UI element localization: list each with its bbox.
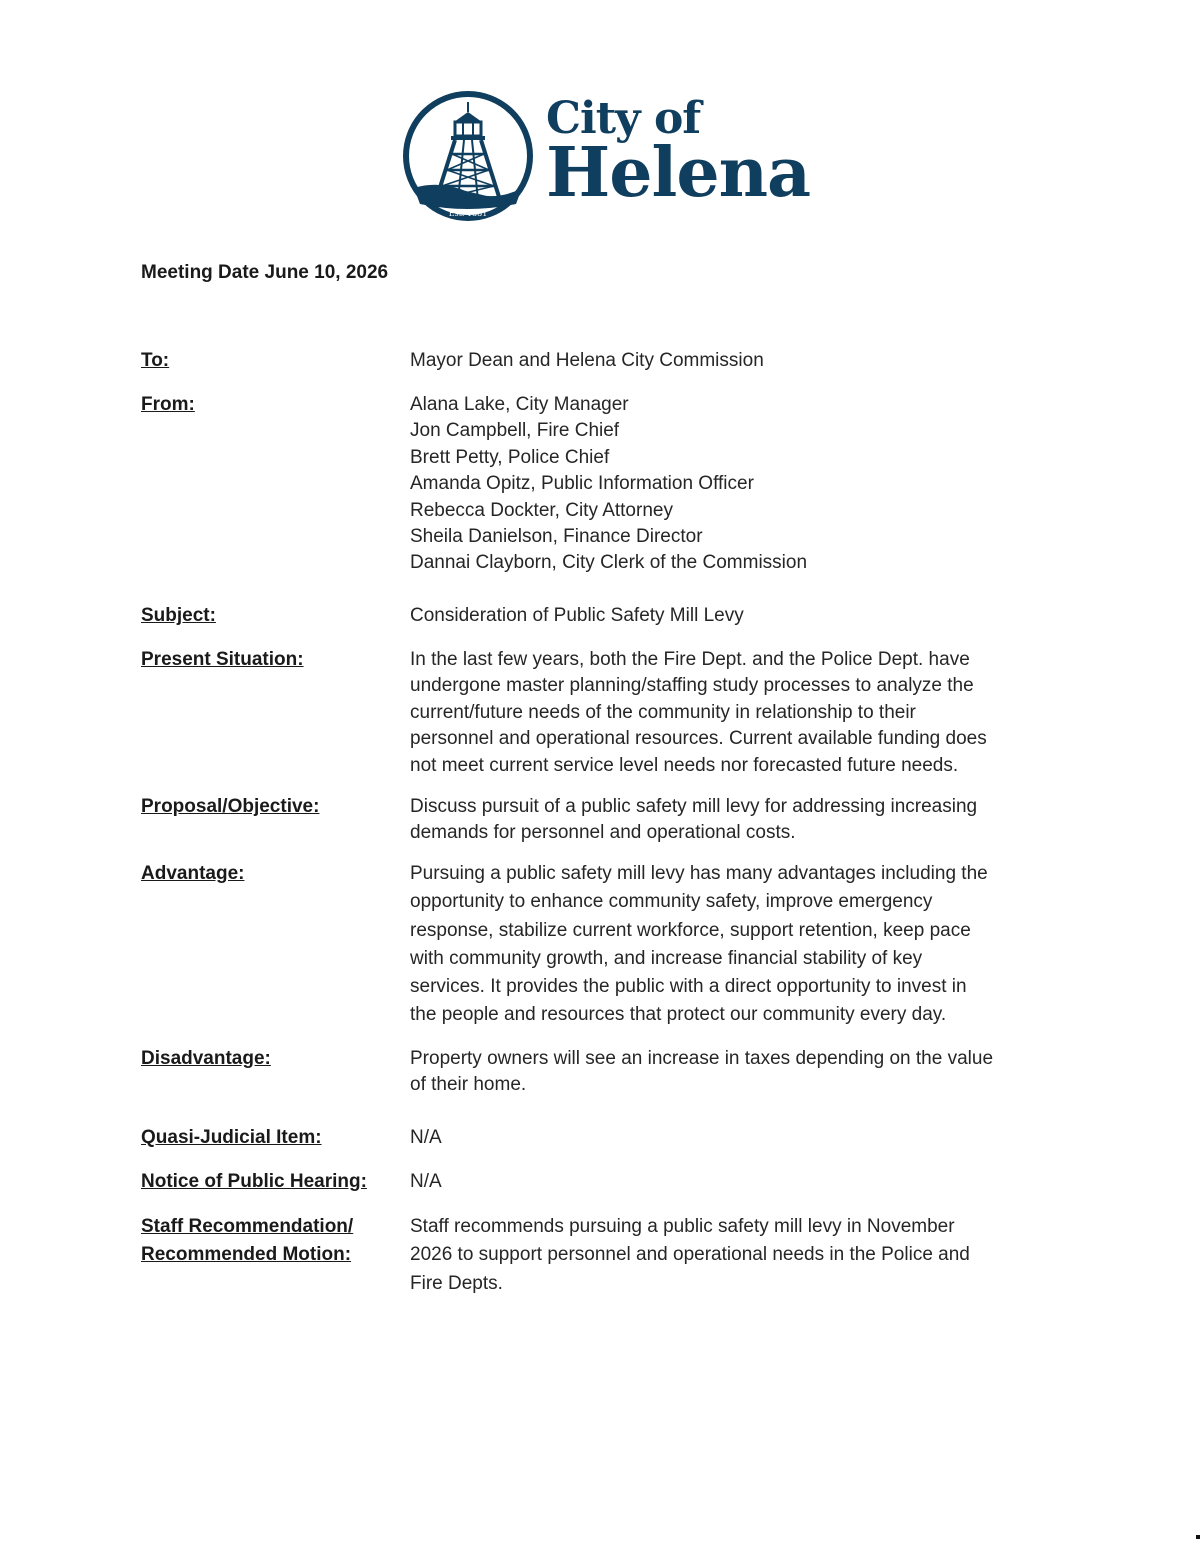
from-line: Amanda Opitz, Public Information Officer	[410, 473, 754, 495]
advantage-line: opportunity to enhance community safety, improve emergency	[410, 891, 933, 913]
fire-tower-seal-icon	[400, 88, 536, 224]
staff-recommendation-line: Staff recommends pursuing a public safety mill levy in November	[410, 1216, 955, 1237]
from-line: Sheila Danielson, Finance Director	[410, 526, 703, 548]
staff-recommendation-label-line: Recommended Motion:	[141, 1244, 352, 1265]
quasi-judicial-value: N/A	[410, 1127, 442, 1148]
present-situation-line: not meet current service level needs nor forecasted future needs.	[410, 754, 959, 776]
staff-recommendation-label-line: Staff Recommendation/	[141, 1216, 354, 1237]
from-label: From:	[141, 394, 195, 415]
present-situation-line: personnel and operational resources. Current available funding does	[410, 728, 987, 750]
subject-value: Consideration of Public Safety Mill Levy	[410, 605, 744, 626]
to-label: To:	[141, 350, 170, 371]
proposal-value	[410, 794, 1060, 847]
disadvantage-label: Disadvantage:	[141, 1048, 271, 1069]
logo-helena: Helena	[546, 133, 811, 213]
logo-wordmark	[546, 93, 811, 213]
proposal-line: demands for personnel and operational costs.	[410, 822, 796, 844]
from-line: Alana Lake, City Manager	[410, 394, 629, 415]
staff-recommendation-value	[410, 1213, 1060, 1298]
proposal-label: Proposal/Objective:	[141, 796, 320, 817]
svg-text:Est. 1881: Est. 1881	[448, 209, 488, 218]
present-situation-value	[410, 647, 1060, 779]
subject-label: Subject:	[141, 605, 216, 626]
from-line: Rebecca Dockter, City Attorney	[410, 499, 673, 521]
page-edge-mark	[1196, 1535, 1200, 1539]
present-situation-label: Present Situation:	[141, 649, 304, 670]
from-value	[410, 392, 1060, 577]
from-line: Brett Petty, Police Chief	[410, 446, 610, 468]
disadvantage-line: Property owners will see an increase in taxes depending on the value	[410, 1048, 994, 1069]
advantage-line: response, stabilize current workforce, support retention, keep pace	[410, 919, 971, 941]
to-value: Mayor Dean and Helena City Commission	[410, 350, 764, 371]
staff-recommendation-line: 2026 to support personnel and operational needs in the Police and	[410, 1244, 970, 1266]
disadvantage-line: of their home.	[410, 1074, 527, 1096]
city-logo	[400, 88, 820, 228]
logo-city-of: City of	[546, 93, 701, 144]
public-hearing-label: Notice of Public Hearing:	[141, 1171, 367, 1192]
staff-recommendation-label	[141, 1213, 403, 1269]
disadvantage-value	[410, 1046, 1060, 1099]
advantage-value	[410, 860, 1060, 1030]
advantage-line: services. It provides the public with a direct opportunity to invest in	[410, 976, 967, 998]
meeting-date: Meeting Date June 10, 2026	[141, 262, 389, 283]
public-hearing-value: N/A	[410, 1171, 442, 1192]
advantage-line: the people and resources that protect our community every day.	[410, 1004, 947, 1026]
advantage-line: with community growth, and increase financial stability of key	[410, 947, 923, 969]
proposal-line: Discuss pursuit of a public safety mill levy for addressing increasing	[410, 796, 978, 817]
present-situation-line: current/future needs of the community in relationship to their	[410, 701, 916, 723]
advantage-line: Pursuing a public safety mill levy has many advantages including the	[410, 863, 988, 884]
staff-recommendation-line: Fire Depts.	[410, 1272, 503, 1294]
present-situation-line: undergone master planning/staffing study processes to analyze the	[410, 675, 974, 697]
from-line: Jon Campbell, Fire Chief	[410, 420, 620, 442]
advantage-label: Advantage:	[141, 863, 245, 884]
quasi-judicial-label: Quasi-Judicial Item:	[141, 1127, 322, 1148]
from-line: Dannai Clayborn, City Clerk of the Commission	[410, 552, 808, 574]
present-situation-line: In the last few years, both the Fire Dept. and the Police Dept. have	[410, 649, 970, 670]
